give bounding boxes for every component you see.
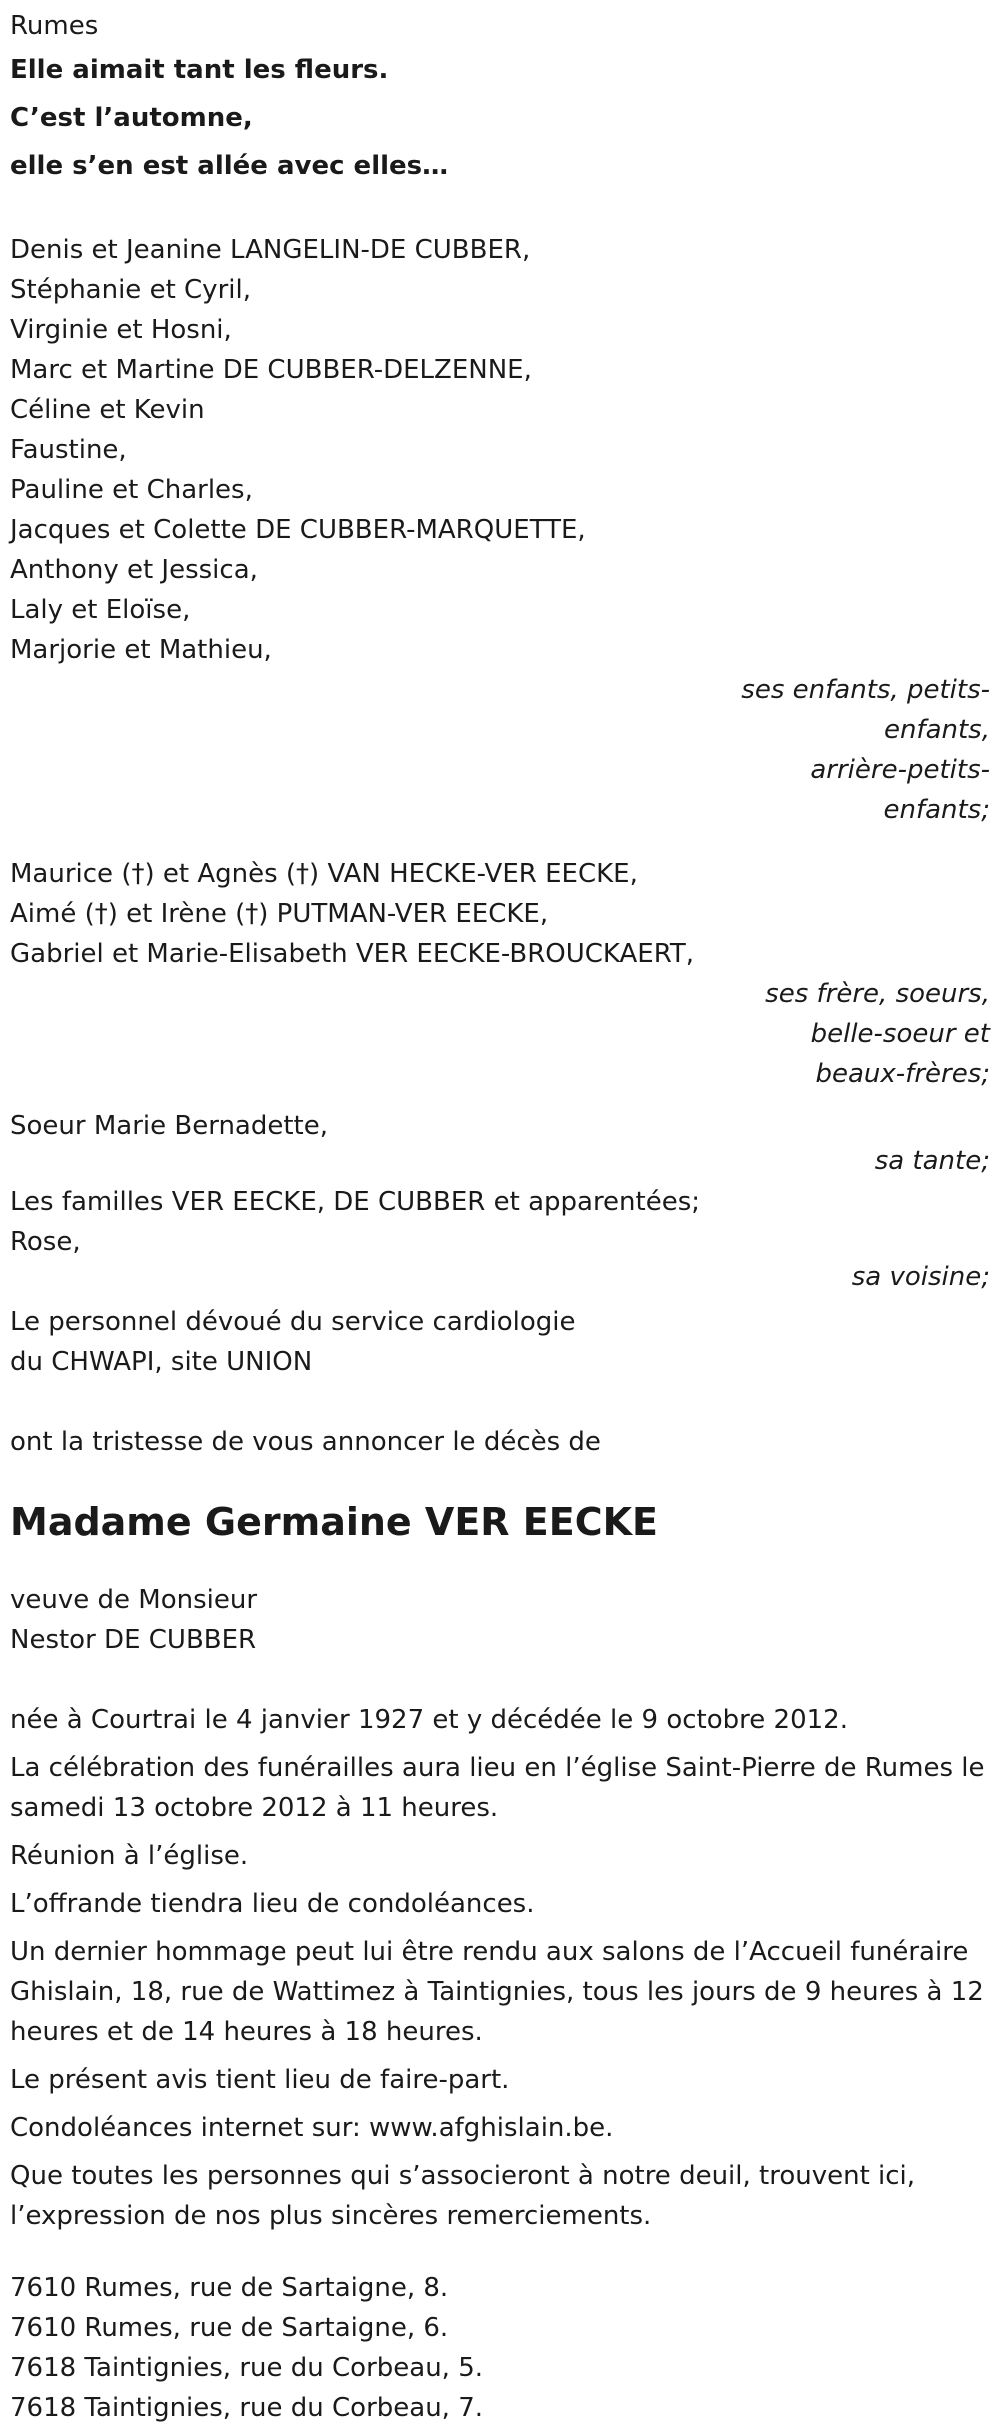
opening-quote (10, 46, 990, 190)
detail-paragraph: Que toutes les personnes qui s’associeront à notre deuil, trouvent ici, l’expression de nos plus sincères remerciements. (10, 2161, 916, 2231)
detail-paragraph: née à Courtrai le 4 janvier 1927 et y décédée le 9 octobre 2012. (10, 1705, 848, 1735)
quote-line: Elle aimait tant les fleurs. (10, 55, 389, 85)
role-line: ses enfants, petits-enfants, (741, 675, 990, 745)
sibling: Maurice (†) et Agnès (†) VAN HECKE-VER EECKE, (10, 859, 638, 889)
family-member: Jacques et Colette DE CUBBER-MARQUETTE, (10, 515, 586, 545)
children-list (10, 230, 990, 670)
aunt-role: sa tante; (874, 1146, 990, 1176)
staff-line: du CHWAPI, site UNION (10, 1347, 313, 1377)
detail-paragraph: La célébration des funérailles aura lieu en l’église Saint-Pierre de Rumes le samedi 13 octobre 2012 à 11 heures. (10, 1753, 985, 1823)
family-member: Denis et Jeanine LANGELIN-DE CUBBER, (10, 235, 531, 265)
role-line: beaux-frères; (815, 1059, 990, 1089)
siblings-role (740, 974, 990, 1094)
addresses (10, 2268, 990, 2428)
family-member: Céline et Kevin (10, 395, 205, 425)
aunt-name: Soeur Marie Bernadette, (10, 1111, 329, 1141)
widow-line: Nestor DE CUBBER (10, 1625, 257, 1655)
family-member: Faustine, (10, 435, 127, 465)
address-line: 7610 Rumes, rue de Sartaigne, 6. (10, 2313, 449, 2343)
detail-paragraph: Condoléances internet sur: www.afghislain.be. (10, 2113, 614, 2143)
town-name: Rumes (10, 11, 99, 41)
detail-paragraph: Réunion à l’église. (10, 1841, 249, 1871)
sibling: Aimé (†) et Irène (†) PUTMAN-VER EECKE, (10, 899, 549, 929)
families-line: Les familles VER EECKE, DE CUBBER et apparentées; (10, 1187, 701, 1217)
sibling: Gabriel et Marie-Elisabeth VER EECKE-BROUCKAERT, (10, 939, 695, 969)
detail-paragraph: Un dernier hommage peut lui être rendu aux salons de l’Accueil funéraire Ghislain, 18, rue de Wattimez à Taintignies, tous les jours de 9 heures à 12 heures et de 14 heures à 18 heures. (10, 1937, 984, 2047)
role-line: ses frère, soeurs, (765, 979, 990, 1009)
family-member: Pauline et Charles, (10, 475, 253, 505)
siblings-list (10, 854, 990, 974)
role-line: arrière-petits-enfants; (810, 755, 990, 825)
role-line: belle-soeur et (810, 1019, 990, 1049)
widow-line: veuve de Monsieur (10, 1585, 258, 1615)
address-line: 7610 Rumes, rue de Sartaigne, 8. (10, 2273, 449, 2303)
details-paragraphs (10, 1700, 990, 2236)
family-member: Marjorie et Mathieu, (10, 635, 272, 665)
deceased-name: Madame Germaine VER EECKE (10, 1500, 658, 1544)
widow-of (10, 1580, 990, 1660)
family-member: Laly et Eloïse, (10, 595, 191, 625)
staff-block (10, 1302, 990, 1382)
family-member: Marc et Martine DE CUBBER-DELZENNE, (10, 355, 532, 385)
family-member: Virginie et Hosni, (10, 315, 232, 345)
children-role (740, 670, 990, 830)
quote-line: elle s’en est allée avec elles… (10, 151, 449, 181)
neighbor-role: sa voisine; (851, 1262, 990, 1292)
obituary-notice (10, 6, 990, 2428)
address-line: 7618 Taintignies, rue du Corbeau, 7. (10, 2393, 484, 2423)
staff-line: Le personnel dévoué du service cardiologie (10, 1307, 576, 1337)
neighbor-name: Rose, (10, 1227, 81, 1257)
quote-line: C’est l’automne, (10, 103, 253, 133)
family-member: Stéphanie et Cyril, (10, 275, 251, 305)
detail-paragraph: Le présent avis tient lieu de faire-part. (10, 2065, 510, 2095)
address-line: 7618 Taintignies, rue du Corbeau, 5. (10, 2353, 484, 2383)
detail-paragraph: L’offrande tiendra lieu de condoléances. (10, 1889, 535, 1919)
announcement-text: ont la tristesse de vous annoncer le décès de (10, 1427, 601, 1457)
family-member: Anthony et Jessica, (10, 555, 258, 585)
